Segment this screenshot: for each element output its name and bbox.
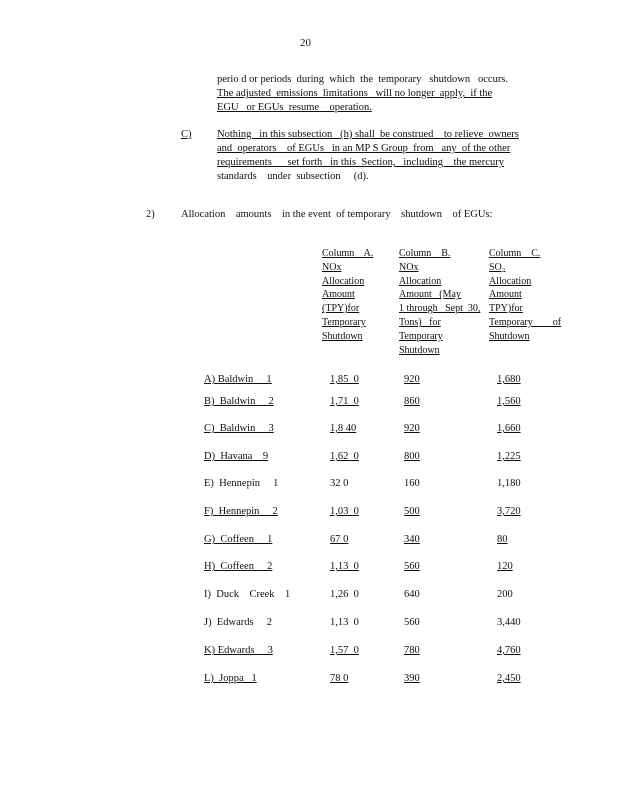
column-a-line: (TPY)for <box>322 303 360 315</box>
table-row-label: B) Baldwin 2 <box>204 396 274 407</box>
table-row-label: E) Hennepin 1 <box>204 478 279 489</box>
table-cell-column-a: 1,71 0 <box>330 396 359 407</box>
table-cell-column-b: 560 <box>404 561 420 572</box>
column-b-line: NOx <box>399 261 419 273</box>
column-c-line: Allocation <box>489 275 532 287</box>
column-b-line: Amount (May <box>399 289 461 301</box>
table-cell-column-b: 920 <box>404 423 420 434</box>
table-cell-column-c: 2,450 <box>497 673 521 684</box>
page-number: 20 <box>300 37 311 49</box>
table-cell-column-c: 4,760 <box>497 645 521 656</box>
table-cell-column-c: 1,180 <box>497 478 521 489</box>
column-c-line: Shutdown <box>489 330 530 342</box>
column-c-line: Temporary of <box>489 316 562 328</box>
column-b-line: Tons) for <box>399 316 441 328</box>
table-cell-column-c: 3,720 <box>497 506 521 517</box>
table-cell-column-c: 120 <box>497 561 513 572</box>
column-c-line: Amount <box>489 289 522 301</box>
table-cell-column-b: 780 <box>404 645 420 656</box>
table-row-label: I) Duck Creek 1 <box>204 589 291 600</box>
table-cell-column-a: 1,03 0 <box>330 506 359 517</box>
column-b-header <box>399 247 480 357</box>
table-cell-column-c: 1,680 <box>497 374 521 385</box>
table-row-label: F) Hennepin 2 <box>204 506 278 517</box>
column-b-line: Allocation <box>399 275 442 287</box>
column-c-line: Column C. <box>489 248 541 259</box>
item-c-line: and operators of EGUs in an MP S Group from any of the other <box>217 143 511 154</box>
table-cell-column-a: 1,85 0 <box>330 374 359 385</box>
table-row-label: K) Edwards 3 <box>204 645 273 656</box>
table-cell-column-a: 67 0 <box>330 534 349 545</box>
table-cell-column-a: 1,57 0 <box>330 645 359 656</box>
column-b-line: Temporary <box>399 330 443 342</box>
table-cell-column-b: 500 <box>404 506 420 517</box>
column-a-line: Allocation <box>322 275 365 287</box>
table-cell-column-b: 560 <box>404 617 420 628</box>
section-heading: Allocation amounts in the event of temporary shutdown of EGUs: <box>181 209 493 220</box>
table-row-label: A) Baldwin 1 <box>204 374 272 385</box>
column-b-line: Shutdown <box>399 344 440 356</box>
table-cell-column-b: 340 <box>404 534 420 545</box>
table-cell-column-b: 920 <box>404 374 420 385</box>
column-b-line: 1 through Sept 30, <box>399 303 481 315</box>
column-a-line: Column A. <box>322 248 374 259</box>
item-c-line: requirements set forth in this Section, including the mercury <box>217 157 504 168</box>
item-c-line: Nothing in this subsection (h) shall be construed to relieve owners <box>217 129 519 140</box>
column-c-line: TPY)for <box>489 303 523 315</box>
table-row-label: H) Coffeen 2 <box>204 561 273 572</box>
continuation-paragraph <box>217 73 508 115</box>
column-b-line: Column B. <box>399 248 451 259</box>
table-cell-column-c: 1,225 <box>497 451 521 462</box>
column-c-line: SO₂ <box>489 261 506 273</box>
table-cell-column-a: 1,13 0 <box>330 561 359 572</box>
item-c-line: standards under subsection (d). <box>217 171 369 182</box>
table-cell-column-b: 390 <box>404 673 420 684</box>
item-c-marker: C) <box>181 129 192 140</box>
column-a-line: Amount <box>322 289 355 301</box>
column-a-line: Shutdown <box>322 330 363 342</box>
table-cell-column-b: 860 <box>404 396 420 407</box>
table-row-label: C) Baldwin 3 <box>204 423 274 434</box>
column-c-header <box>489 247 561 344</box>
table-cell-column-a: 1,8 40 <box>330 423 357 434</box>
section-number: 2) <box>146 209 155 220</box>
table-row-label: J) Edwards 2 <box>204 617 272 628</box>
table-cell-column-c: 1,660 <box>497 423 521 434</box>
item-c-paragraph <box>217 128 519 184</box>
table-cell-column-c: 200 <box>497 589 513 600</box>
column-a-line: Temporary <box>322 316 366 328</box>
continuation-line: The adjusted emissions limitations will no longer apply, if the <box>217 88 493 99</box>
table-cell-column-a: 32 0 <box>330 478 349 489</box>
table-cell-column-a: 1,13 0 <box>330 617 359 628</box>
table-row-label: L) Joppa 1 <box>204 673 257 684</box>
table-cell-column-a: 1,26 0 <box>330 589 359 600</box>
table-cell-column-a: 78 0 <box>330 673 349 684</box>
table-cell-column-c: 3,440 <box>497 617 521 628</box>
table-cell-column-b: 640 <box>404 589 420 600</box>
table-row-label: G) Coffeen 1 <box>204 534 273 545</box>
continuation-line: perio d or periods during which the temporary shutdown occurs. <box>217 74 509 85</box>
table-row-label: D) Havana 9 <box>204 451 269 462</box>
column-a-line: NOx <box>322 261 342 273</box>
continuation-line: EGU or EGUs resume operation. <box>217 102 372 113</box>
table-cell-column-a: 1,62 0 <box>330 451 359 462</box>
table-cell-column-c: 1,560 <box>497 396 521 407</box>
table-cell-column-b: 800 <box>404 451 420 462</box>
column-a-header <box>322 247 373 344</box>
table-cell-column-b: 160 <box>404 478 420 489</box>
table-cell-column-c: 80 <box>497 534 508 545</box>
